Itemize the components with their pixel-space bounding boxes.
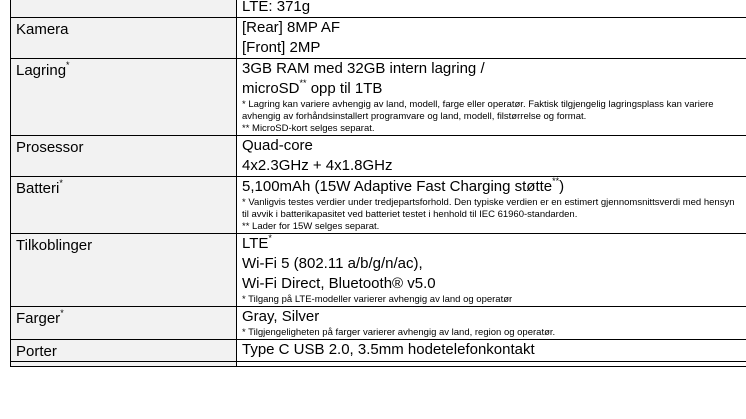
value-line: [Rear] 8MP AF bbox=[242, 19, 341, 36]
footnote: * Tilgjengeligheten på farger varierer avhengig av land, region og operatør. bbox=[242, 327, 556, 338]
label-text: Batteri bbox=[16, 180, 60, 197]
label-text: Farger bbox=[16, 310, 61, 327]
spec-row-weight bbox=[11, 0, 746, 18]
spec-value-camera bbox=[237, 18, 746, 59]
value-text: microSD bbox=[242, 80, 300, 97]
value-line: Gray, Silver bbox=[242, 308, 320, 325]
value-text: 5,100mAh (15W Adaptive Fast Charging støtte bbox=[242, 178, 553, 195]
spec-value-colors bbox=[237, 307, 746, 340]
value-line: Quad-core bbox=[242, 137, 313, 154]
footnote-mark: * bbox=[66, 60, 70, 70]
value-line bbox=[242, 79, 746, 99]
spec-label-camera: Kamera bbox=[11, 18, 237, 59]
spec-label-storage bbox=[11, 59, 237, 136]
spec-row-cutoff bbox=[11, 362, 746, 367]
footnote: * Lagring kan variere avhengig av land, modell, farge eller operatør. Faktisk tilgjengelig lagringsplass kan variere avhengig av forhåndsinstallert programvare og land, modell, filstørrelse og format. bbox=[242, 99, 714, 122]
value-line: LTE: 371g bbox=[242, 0, 311, 15]
footnote-mark: ** bbox=[299, 78, 307, 88]
footnote-mark: ** bbox=[552, 176, 560, 186]
spec-table bbox=[10, 0, 746, 367]
spec-value-weight bbox=[237, 0, 746, 18]
spec-label-battery bbox=[11, 177, 237, 234]
value-line: [Front] 2MP bbox=[242, 39, 321, 56]
spec-label-weight bbox=[11, 0, 237, 18]
value-line bbox=[242, 177, 746, 197]
spec-value-storage bbox=[237, 59, 746, 136]
value-line: Type C USB 2.0, 3.5mm hodetelefonkontakt bbox=[242, 341, 535, 358]
spec-value-connectivity bbox=[237, 234, 746, 307]
spec-label-cutoff bbox=[11, 362, 237, 367]
label-text: Lagring bbox=[16, 62, 67, 79]
spec-value-battery bbox=[237, 177, 746, 234]
spec-label-colors bbox=[11, 307, 237, 340]
value-text: LTE bbox=[242, 235, 269, 252]
footnote-mark: * bbox=[268, 233, 272, 243]
footnote: * Vanligvis testes verdier under tredjepartsforhold. Den typiske verdien er en estimert gjennomsnittsverdi med hensyn til avvik i batterikapasitet ved batteriet testet i henhold til IEC 61960-standarden. bbox=[242, 197, 735, 220]
footnote: ** MicroSD-kort selges separat. bbox=[242, 123, 375, 134]
spec-row-battery bbox=[11, 177, 746, 234]
spec-value-processor bbox=[237, 136, 746, 177]
spec-row-ports bbox=[11, 340, 746, 362]
spec-row-storage bbox=[11, 59, 746, 136]
value-line: 4x2.3GHz + 4x1.8GHz bbox=[242, 157, 393, 174]
footnote: ** Lader for 15W selges separat. bbox=[242, 221, 380, 232]
value-line bbox=[242, 234, 746, 254]
footnote-mark: * bbox=[60, 308, 64, 318]
spec-row-connectivity bbox=[11, 234, 746, 307]
value-line: 3GB RAM med 32GB intern lagring / bbox=[242, 60, 485, 77]
value-text: ) bbox=[559, 178, 565, 195]
spec-value-ports bbox=[237, 340, 746, 362]
footnote: * Tilgang på LTE-modeller varierer avhengig av land og operatør bbox=[242, 294, 513, 305]
footnote-mark: * bbox=[59, 178, 63, 188]
value-line: Wi-Fi Direct, Bluetooth® v5.0 bbox=[242, 275, 436, 292]
spec-label-connectivity: Tilkoblinger bbox=[11, 234, 237, 307]
spec-label-processor: Prosessor bbox=[11, 136, 237, 177]
value-line: Wi-Fi 5 (802.11 a/b/g/n/ac), bbox=[242, 255, 423, 272]
spec-row-processor bbox=[11, 136, 746, 177]
value-text: opp til 1TB bbox=[310, 80, 383, 97]
spec-value-cutoff bbox=[237, 362, 746, 367]
spec-label-ports: Porter bbox=[11, 340, 237, 362]
spec-row-camera bbox=[11, 18, 746, 59]
spec-row-colors bbox=[11, 307, 746, 340]
